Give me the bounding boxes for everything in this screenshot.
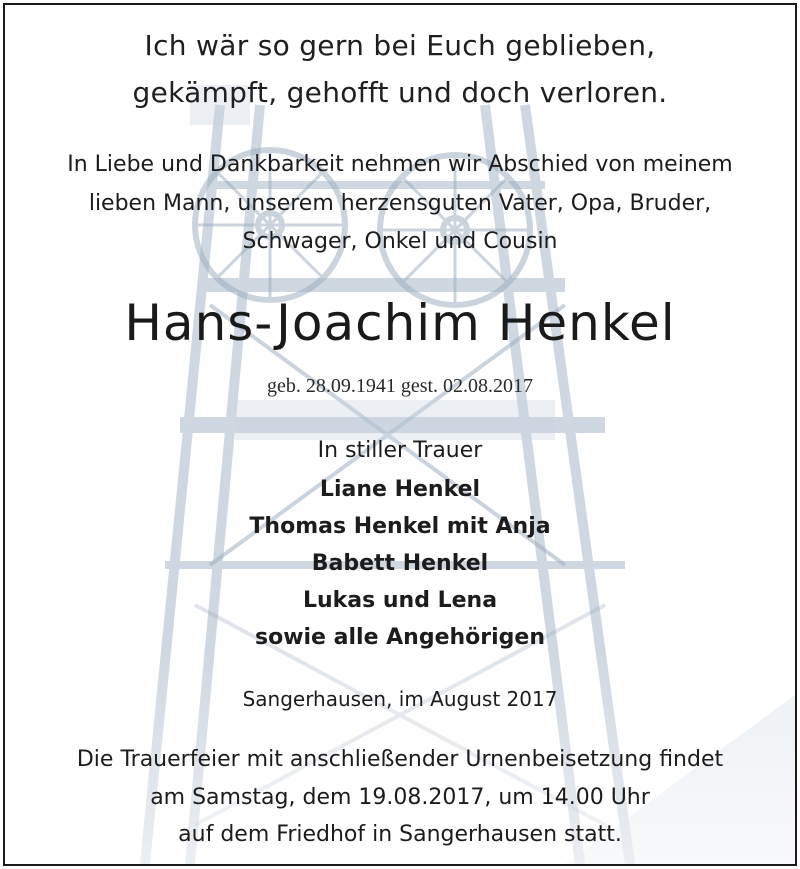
obituary-text	[5, 5, 795, 864]
intro-line-1: In Liebe und Dankbarkeit nehmen wir Abschied von meinem	[67, 152, 733, 177]
mourner-name: sowie alle Angehörigen	[254, 625, 546, 650]
intro-line-2: lieben Mann, unserem herzensguten Vater, Opa, Bruder,	[88, 191, 712, 216]
ceremony-line-2: am Samstag, dem 19.08.2017, um 14.00 Uhr	[150, 785, 650, 810]
mourner-name: Lukas und Lena	[302, 588, 498, 613]
obituary-card	[3, 3, 797, 866]
mourning-heading: In stiller Trauer	[317, 438, 483, 463]
life-dates: geb. 28.09.1941 gest. 02.08.2017	[266, 375, 534, 397]
motto-line-1: Ich wär so gern bei Euch geblieben,	[144, 29, 656, 62]
deceased-name: Hans-Joachim Henkel	[124, 294, 676, 352]
ceremony-line-1: Die Trauerfeier mit anschließender Urnenbeisetzung findet	[76, 747, 724, 772]
mourner-name: Liane Henkel	[319, 477, 481, 502]
intro-line-3: Schwager, Onkel und Cousin	[242, 229, 558, 254]
ceremony-line-3: auf dem Friedhof in Sangerhausen statt.	[178, 822, 622, 847]
mourner-name: Thomas Henkel mit Anja	[249, 514, 551, 539]
place-date: Sangerhausen, im August 2017	[242, 687, 558, 711]
motto-line-2: gekämpft, gehofft und doch verloren.	[132, 76, 668, 109]
mourner-name: Babett Henkel	[311, 551, 489, 576]
